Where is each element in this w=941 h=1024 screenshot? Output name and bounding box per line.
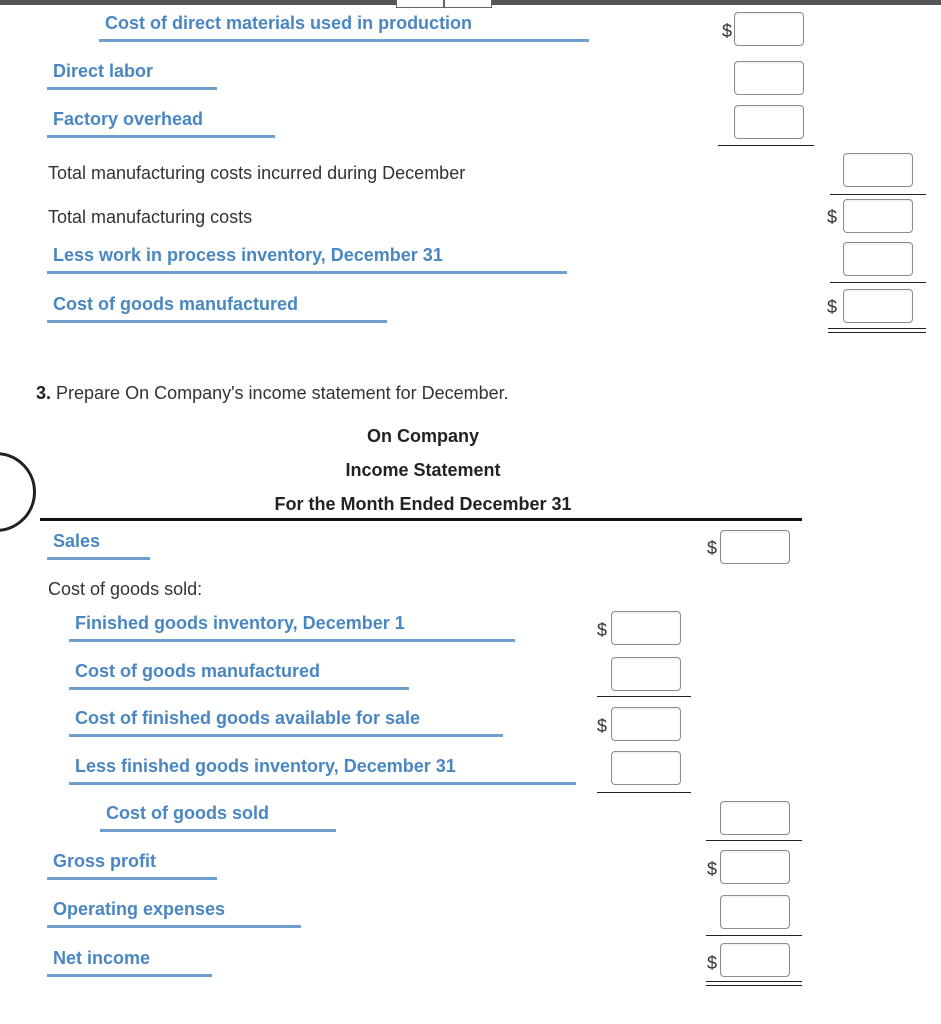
label-available[interactable]: Cost of finished goods available for sale bbox=[69, 707, 503, 737]
dollar-sign: $ bbox=[827, 207, 838, 227]
label-cogs[interactable]: Cost of goods sold bbox=[100, 802, 336, 832]
double-rule-top bbox=[828, 328, 926, 329]
top-tab bbox=[396, 0, 444, 8]
amount-input-operating-expenses[interactable] bbox=[720, 895, 790, 929]
amount-input-less-fg-dec31[interactable] bbox=[611, 751, 681, 785]
label-operating-expenses[interactable]: Operating expenses bbox=[47, 898, 301, 928]
double-rule-bottom bbox=[828, 332, 926, 333]
double-rule-top bbox=[706, 981, 802, 982]
amount-input-total-costs[interactable] bbox=[843, 199, 913, 233]
top-tab bbox=[444, 0, 492, 8]
scroll-indicator-circle bbox=[0, 452, 36, 532]
double-rule-bottom bbox=[706, 985, 802, 986]
amount-input-less-wip[interactable] bbox=[843, 242, 913, 276]
amount-input-net-income[interactable] bbox=[720, 943, 790, 977]
label-is-cogm[interactable]: Cost of goods manufactured bbox=[69, 660, 409, 690]
subtotal-rule bbox=[718, 145, 814, 146]
label-net-income[interactable]: Net income bbox=[47, 947, 212, 977]
step3-text: Prepare On Company's income statement for December. bbox=[56, 383, 509, 403]
statement-company: On Company bbox=[366, 426, 479, 446]
label-direct-labor[interactable]: Direct labor bbox=[47, 60, 217, 90]
label-less-wip[interactable]: Less work in process inventory, December 31 bbox=[47, 244, 567, 274]
header-rule bbox=[40, 518, 802, 521]
statement-period: For the Month Ended December 31 bbox=[274, 494, 572, 514]
dollar-sign: $ bbox=[707, 859, 718, 879]
label-direct-materials-used[interactable]: Cost of direct materials used in production bbox=[99, 12, 589, 42]
dollar-sign: $ bbox=[722, 21, 733, 41]
amount-input-sales[interactable] bbox=[720, 530, 790, 564]
total-incurred-label: Total manufacturing costs incurred during December bbox=[48, 163, 466, 183]
amount-input-total-incurred[interactable] bbox=[843, 153, 913, 187]
amount-input-gross-profit[interactable] bbox=[720, 850, 790, 884]
amount-input-is-cogm[interactable] bbox=[611, 657, 681, 691]
amount-input-available[interactable] bbox=[611, 707, 681, 741]
total-costs-label: Total manufacturing costs bbox=[48, 207, 253, 227]
amount-input-cogs[interactable] bbox=[720, 801, 790, 835]
label-factory-overhead[interactable]: Factory overhead bbox=[47, 108, 275, 138]
amount-input-direct-labor[interactable] bbox=[734, 61, 804, 95]
label-cogm[interactable]: Cost of goods manufactured bbox=[47, 293, 387, 323]
dollar-sign: $ bbox=[707, 953, 718, 973]
label-sales[interactable]: Sales bbox=[47, 530, 150, 560]
subtotal-rule bbox=[830, 194, 926, 195]
subtotal-rule bbox=[706, 840, 802, 841]
amount-input-cogm[interactable] bbox=[843, 289, 913, 323]
label-gross-profit[interactable]: Gross profit bbox=[47, 850, 217, 880]
dollar-sign: $ bbox=[707, 538, 718, 558]
subtotal-rule bbox=[830, 282, 926, 283]
dollar-sign: $ bbox=[827, 297, 838, 317]
amount-input-fg-dec1[interactable] bbox=[611, 611, 681, 645]
amount-input-factory-overhead[interactable] bbox=[734, 105, 804, 139]
amount-input-direct-materials[interactable] bbox=[734, 12, 804, 46]
label-fg-dec1[interactable]: Finished goods inventory, December 1 bbox=[69, 612, 515, 642]
step3-instruction bbox=[36, 382, 509, 404]
dollar-sign: $ bbox=[597, 716, 608, 736]
cogs-header: Cost of goods sold: bbox=[48, 579, 203, 599]
statement-title: Income Statement bbox=[345, 460, 501, 480]
dollar-sign: $ bbox=[597, 620, 608, 640]
subtotal-rule bbox=[597, 696, 691, 697]
label-less-fg-dec31[interactable]: Less finished goods inventory, December 31 bbox=[69, 755, 576, 785]
subtotal-rule bbox=[706, 935, 802, 936]
step-number: 3. bbox=[36, 383, 52, 403]
subtotal-rule bbox=[597, 792, 691, 793]
